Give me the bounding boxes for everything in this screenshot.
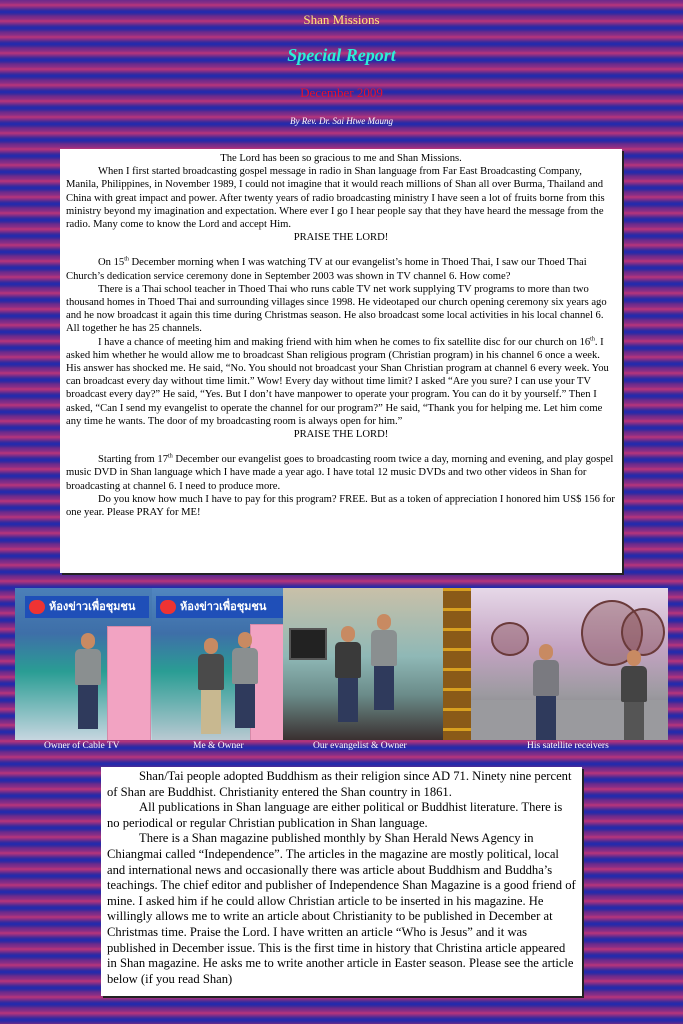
paragraph-tv bbox=[66, 256, 616, 282]
praise-line: PRAISE THE LORD! bbox=[293, 232, 389, 244]
photo-captions bbox=[0, 741, 683, 753]
text-run: I have a chance of meeting him and making friend with him when he comes to fix satellite disc for our church on 16 bbox=[98, 336, 591, 348]
text-run: . I asked him whether he would allow me to broadcast Shan religious program (Christian program) in his channel 6 once a week. His answer has shocked me. He said, “No. You should not broadcast your Shan Christian program at channel 6 every week. You can broadcast every day without time limit.” Wow! Every day without time limit? I asked “Are you sure? I can use your TV broadcast every day?” He said, “Yes. But I don’t have manpower to operate your program. You can do it by yourself.” Then I asked, “Can I send my evangelist to operate the channel for our program?” He said, “Thank you for helping me. Let him come any time he wants. The door of my broadcasting room is always open for him.” bbox=[66, 336, 609, 427]
paragraph-publications: All publications in Shan language are either political or Buddhist literature. There is no periodical or regular Christian publication in Shan language. bbox=[107, 800, 563, 830]
superscript: th bbox=[168, 453, 173, 460]
paragraph-magazine: There is a Shan magazine published monthly by Shan Herald News Agency in Chiangmai called “Independence”. The articles in the magazine are mostly political, local and international news and occasionally there was article about Buddhism and Buddha’s teachings. The chief editor and publisher of Independence Shan Magazine is a good friend of mine. I asked him if he could allow Christian article to be inserted in his magazine. He willingly allows me to write an article about Christianity to be published in December at Christmas time. Praise the Lord. I have written an article “Who is Jesus” and it was published in December issue. This is the first time in history that Christina article appeared in Shan magazine. He asks me to write another article in Easter season. Please see the article below (if you read Shan) bbox=[107, 831, 576, 986]
article-intro: The Lord has been so gracious to me and Shan Missions. bbox=[220, 153, 462, 164]
person-figure bbox=[621, 650, 647, 740]
pink-door bbox=[107, 626, 151, 740]
author-byline: By Rev. Dr. Sai Htwe Maung bbox=[289, 116, 394, 126]
article-magazine bbox=[101, 767, 582, 996]
paragraph-broadcast bbox=[66, 453, 616, 493]
photo-satellite-receivers bbox=[471, 588, 668, 740]
person-figure bbox=[232, 632, 258, 728]
person-figure bbox=[75, 633, 101, 729]
photo-evangelist-owner bbox=[283, 588, 471, 740]
satellite-dish bbox=[491, 622, 529, 656]
person-figure bbox=[533, 644, 559, 740]
paragraph-meeting bbox=[66, 336, 616, 428]
shelf bbox=[443, 588, 471, 740]
superscript: th bbox=[590, 336, 595, 343]
station-sign: ห้องข่าวเพื่อชุมชน bbox=[156, 596, 283, 618]
person-figure bbox=[335, 626, 361, 722]
photo-me-owner bbox=[152, 588, 283, 740]
caption-satellite: His satellite receivers bbox=[527, 741, 609, 751]
site-name: Shan Missions bbox=[303, 12, 380, 27]
text-run: On 15 bbox=[98, 257, 125, 269]
superscript: th bbox=[124, 256, 129, 263]
paragraph-buddhism: Shan/Tai people adopted Buddhism as their religion since AD 71. Ninety nine percent of Shan are Buddhist. Christianity entered the Shan country in 1861. bbox=[107, 769, 572, 799]
photo-cable-owner bbox=[15, 588, 152, 740]
tv-set bbox=[289, 628, 327, 660]
paragraph-teacher: There is a Thai school teacher in Thoed Thai who runs cable TV net work supplying TV programs to more than two thousand homes in Thoed Thai and surrounding villages since 1998. He videotaped our church opening ceremony six years ago and he now broadcast it again this time during Christmas season. He also broadcast some local activities in his local channel 6. All together he has 25 channels. bbox=[66, 283, 607, 335]
report-date: December 2009 bbox=[300, 85, 383, 100]
article-main bbox=[60, 149, 622, 573]
text-run: December our evangelist goes to broadcasting room twice a day, morning and evening, and play gospel music DVD in Shan language which I have made a year ago. I have total 12 music DVDs and two other videos in Shan for broadcasting at channel 6. I need to produce more. bbox=[66, 454, 614, 492]
praise-line: PRAISE THE LORD! bbox=[293, 429, 389, 441]
caption-me-owner: Me & Owner bbox=[193, 741, 244, 751]
caption-cable-owner: Owner of Cable TV bbox=[44, 741, 120, 751]
photo-strip bbox=[15, 588, 668, 740]
paragraph-radio: When I first started broadcasting gospel message in radio in Shan language from Far East Broadcasting Company, Manila, Philippines, in November 1989, I could not imagine that it would reach millions of Shan all over Burma, Thailand and China with great impact and power. After twenty years of radio broadcasting ministry I have seen a lot of fruits borne from this ministry beyond my imagination and expectation. Where ever I go I hear people say that they have heard the message from the radio. Many come to know the Lord and accept Him. bbox=[66, 166, 605, 231]
text-run: December morning when I was watching TV at our evangelist’s home in Thoed Thai, I saw our Thoed Thai Church’s dedication service ceremony done in September 2003 was shown in TV channel 6. How come? bbox=[66, 257, 587, 282]
person-figure bbox=[371, 614, 397, 710]
satellite-dish bbox=[621, 608, 665, 656]
station-sign: ห้องข่าวเพื่อชุมชน bbox=[25, 596, 149, 618]
text-run: Starting from 17 bbox=[98, 454, 169, 466]
paragraph-cost: Do you know how much I have to pay for this program? FREE. But as a token of appreciation I honored him US$ 156 for one year. Please PRAY for ME! bbox=[66, 493, 615, 519]
page-title: Special Report bbox=[287, 45, 396, 65]
caption-evangelist-owner: Our evangelist & Owner bbox=[313, 741, 407, 751]
person-figure bbox=[198, 638, 224, 734]
